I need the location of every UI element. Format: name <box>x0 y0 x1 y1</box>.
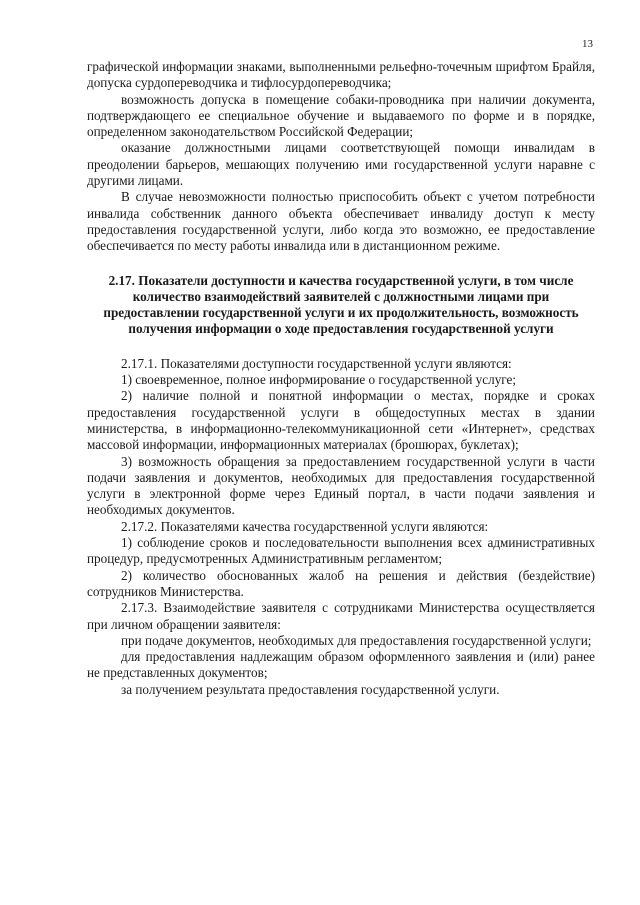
list-item: при подаче документов, необходимых для предоставления государственной услуги; <box>121 632 592 648</box>
list-item: 3) возможность обращения за предоставлением государственной услуги в части подачи заявления и документов, необходимых для предоставления государственной услуги в электронной форме через Единый портал, в части подачи заявления и необходимых документов. <box>87 453 595 518</box>
paragraph: В случае невозможности полностью приспособить объект с учетом потребности инвалида собственник данного объекта обеспечивает инвалиду доступ к месту предоставления государственной услуги, либо когда это возможно, ее предоставление обеспечивается по месту работы инвалида или в дистанционном режиме. <box>87 189 595 254</box>
page-number: 13 <box>582 38 593 50</box>
paragraph: 2.17.2. Показателями качества государственной услуги являются: <box>121 518 489 534</box>
section-heading: 2.17. Показатели доступности и качества государственной услуги, в том числе количество взаимодействий заявителей с должностными лицами при предоставлении государственной услуги и их продолжительность, возможность получения информации о ходе предоставления государственной услуги <box>103 272 579 337</box>
document-body <box>87 59 595 698</box>
list-item: за получением результата предоставления государственной услуги. <box>121 681 500 697</box>
list-item: 1) своевременное, полное информирование о государственной услуге; <box>121 372 517 388</box>
list-item: для предоставления надлежащим образом оформленного заявления и (или) ранее не представленных документов; <box>87 649 595 681</box>
paragraph: 2.17.3. Взаимодействие заявителя с сотрудниками Министерства осуществляется при личном обращении заявителя: <box>87 600 595 632</box>
paragraph: 2.17.1. Показателями доступности государственной услуги являются: <box>121 355 512 371</box>
paragraph: графической информации знаками, выполненными рельефно-точечным шрифтом Брайля, допуска сурдопереводчика и тифлосурдопереводчика; <box>87 59 595 91</box>
paragraph: оказание должностными лицами соответствующей помощи инвалидам в преодолении барьеров, мешающих получению ими государственной услуги наравне с другими лицами. <box>87 140 595 189</box>
list-item: 2) наличие полной и понятной информации о местах, порядке и сроках предоставления государственной услуги в общедоступных местах в здании министерства, в информационно-телекоммуникационной сети «Интернет», средствах массовой информации, информационных материалах (брошюрах, буклетах); <box>87 388 595 453</box>
list-item: 1) соблюдение сроков и последовательности выполнения всех административных процедур, предусмотренных Административным регламентом; <box>87 535 595 567</box>
list-item: 2) количество обоснованных жалоб на решения и действия (бездействие) сотрудников Министерства. <box>87 567 595 599</box>
paragraph: возможность допуска в помещение собаки-проводника при наличии документа, подтверждающего ее специальное обучение и выдаваемого по форме и в порядке, определенном законодательством Российской Федерации; <box>87 91 595 140</box>
